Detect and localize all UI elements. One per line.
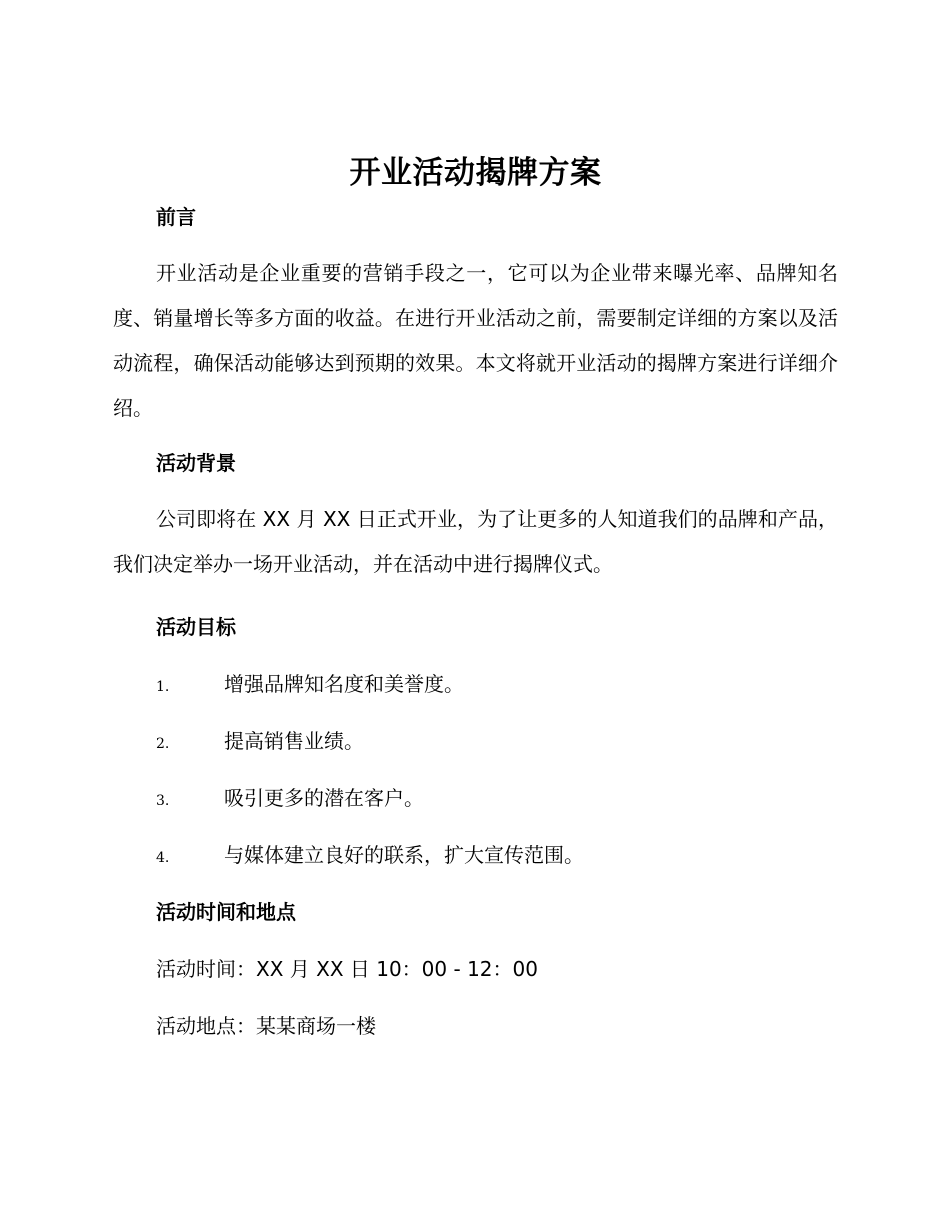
- preface-paragraph: 开业活动是企业重要的营销手段之一，它可以为企业带来曝光率、品牌知名度、销量增长等多方面的收益。在进行开业活动之前，需要制定详细的方案以及活动流程，确保活动能够达到预期的效果。本文将就开业活动的揭牌方案进行详细介绍。: [113, 261, 838, 420]
- background-paragraph: 公司即将在 XX 月 XX 日正式开业，为了让更多的人知道我们的品牌和产品，我们决定举办一场开业活动，并在活动中进行揭牌仪式。: [113, 507, 838, 576]
- list-item-text: 增强品牌知名度和美誉度。: [224, 672, 464, 696]
- activity-place-line: 活动地点：某某商场一楼: [156, 1014, 376, 1038]
- list-item-text: 吸引更多的潜在客户。: [224, 786, 424, 810]
- section-preface: [113, 202, 838, 431]
- section-heading-preface: 前言: [156, 205, 196, 229]
- list-item-number: 3.: [156, 793, 170, 809]
- list-item-text: 提高销售业绩。: [224, 729, 364, 753]
- section-time-place: [113, 897, 838, 1041]
- section-heading-background: 活动背景: [156, 451, 236, 475]
- section-background: [113, 448, 838, 587]
- list-item-number: 2.: [156, 736, 170, 752]
- document-title: 开业活动揭牌方案: [349, 155, 602, 191]
- list-item-number: 4.: [156, 850, 170, 866]
- activity-time-line: 活动时间：XX 月 XX 日 10：00 - 12：00: [156, 957, 538, 981]
- list-item-number: 1.: [156, 679, 170, 695]
- list-item: [113, 783, 838, 813]
- section-heading-goals: 活动目标: [156, 615, 236, 639]
- section-heading-time-place: 活动时间和地点: [156, 900, 296, 924]
- list-item: [113, 726, 838, 756]
- list-item: [113, 669, 838, 699]
- list-item-text: 与媒体建立良好的联系，扩大宣传范围。: [224, 843, 584, 867]
- section-goals: [113, 612, 838, 870]
- goals-list: [113, 669, 838, 870]
- list-item: [113, 840, 838, 870]
